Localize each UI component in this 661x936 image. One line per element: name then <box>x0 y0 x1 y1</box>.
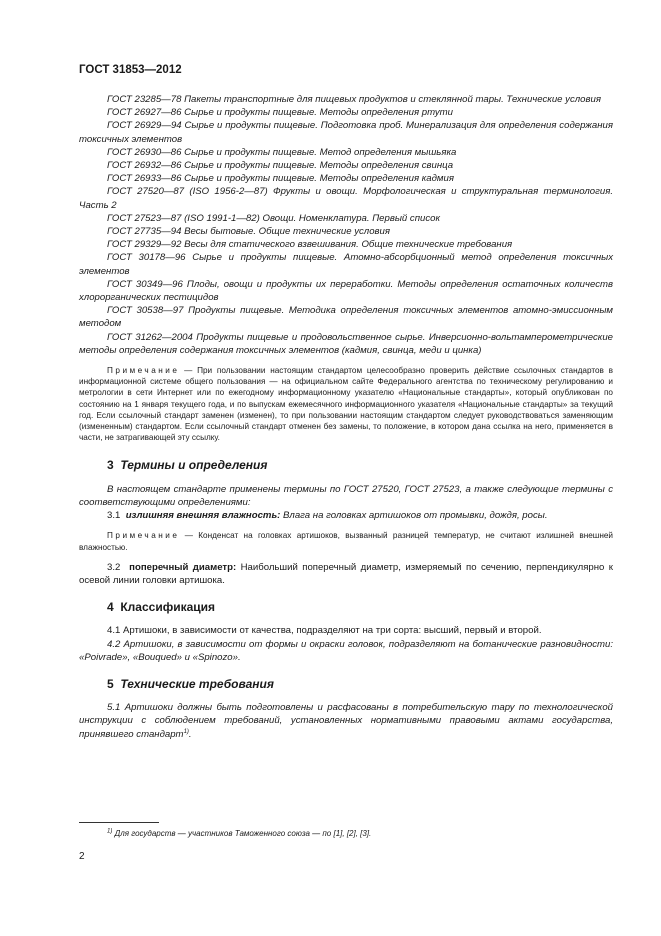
definition-3-1 <box>79 509 613 522</box>
definition-term: излишняя внешняя влажность: <box>125 510 281 522</box>
definition-term: поперечный диаметр: <box>129 561 237 573</box>
references-list <box>79 93 613 357</box>
section-title: Термины и определения <box>120 458 268 473</box>
section-4-heading <box>107 601 613 614</box>
section-number: 4 <box>107 600 114 615</box>
footnote <box>107 829 371 838</box>
page-header: ГОСТ 31853—2012 <box>79 64 182 76</box>
section-5-heading <box>107 678 613 691</box>
reference-item: ГОСТ 27520—87 (ISO 1956-2—87) Фрукты и овощи. Морфологическая и структуральная терминология. Часть 2 <box>79 186 613 211</box>
reference-item: ГОСТ 26930—86 Сырье и продукты пищевые. Метод определения мышьяка <box>107 146 457 158</box>
footnote-divider <box>79 822 159 823</box>
definition-number: 3.1 <box>107 510 121 522</box>
note-text: — Конденсат на головках артишоков, вызванный разницей температур, не считают излишней внешней влажностью. <box>79 531 613 552</box>
section-3-heading <box>107 459 613 472</box>
reference-item: ГОСТ 26932—86 Сырье и продукты пищевые. Методы определения свинца <box>107 160 454 172</box>
paragraph-text: 5.1 Артишоки должны быть подготовлены и расфасованы в потребительскую тару по технологической инструкции с соблюдением требований, установленных нормативными правовыми актами государства, принявшего стандарт <box>79 702 613 740</box>
paragraph-4-2: 4.2 Артишоки, в зависимости от формы и окраски головок, подразделяют на ботанические разновидности: «Poivrade», «Bouqued» и «Spinozo». <box>79 638 613 663</box>
definition-3-2 <box>79 561 613 587</box>
footnote-mark: 1) <box>107 828 113 835</box>
reference-item: ГОСТ 27523—87 (ISO 1991-1—82) Овощи. Номенклатура. Первый список <box>107 212 440 224</box>
definition-text: Влага на головках артишоков от промывки, дождя, росы. <box>280 510 548 522</box>
footnote-text: Для государств — участников Таможенного союза — по [1], [2], [3]. <box>112 829 372 838</box>
reference-item: ГОСТ 30349—96 Плоды, овощи и продукты их переработки. Методы определения остаточных количеств хлорорганических пестицидов <box>79 278 613 304</box>
reference-item: ГОСТ 31262—2004 Продукты пищевые и продовольственное сырье. Инверсионно-вольтамперометрические методы определения содержания токсичных элементов (кадмия, свинца, меди и цинка) <box>79 331 613 356</box>
reference-item: ГОСТ 30538—97 Продукты пищевые. Методика определения токсичных элементов атомно-эмиссионным методом <box>79 305 613 330</box>
references-note <box>79 365 613 443</box>
paragraph-5-1 <box>79 701 613 741</box>
section-title: Классификация <box>120 600 216 615</box>
reference-item: ГОСТ 23285—78 Пакеты транспортные для пищевых продуктов и стеклянной тары. Технические условия <box>107 94 601 105</box>
note-label: Примечание <box>107 366 180 376</box>
note-label: Примечание <box>107 531 180 541</box>
reference-item: ГОСТ 26927—86 Сырье и продукты пищевые. Методы определения ртути <box>107 107 453 119</box>
section-number: 3 <box>107 458 114 473</box>
paragraph-end: . <box>188 728 192 740</box>
reference-item: ГОСТ 27735—94 Весы бытовые. Общие технические условия <box>107 226 391 238</box>
page-number: 2 <box>79 851 85 862</box>
paragraph-4-1: 4.1 Артишоки, в зависимости от качества, подразделяют на три сорта: высший, первый и второй. <box>107 625 542 637</box>
section-number: 5 <box>107 676 114 691</box>
reference-item: ГОСТ 26929—94 Сырье и продукты пищевые. Подготовка проб. Минерализация для определения содержания токсичных элементов <box>79 120 613 145</box>
section-title: Технические требования <box>120 676 274 691</box>
definition-text: Наибольший поперечный диаметр, измеряемый по сечению, перпендикулярно к осевой линии головки артишока. <box>79 561 613 586</box>
reference-item: ГОСТ 30178—96 Сырье и продукты пищевые. Атомно-абсорбционный метод определения токсичных элементов <box>79 252 613 277</box>
reference-item: ГОСТ 29329—92 Весы для статического взвешивания. Общие технические требования <box>107 239 513 251</box>
reference-item: ГОСТ 26933—86 Сырье и продукты пищевые. Методы определения кадмия <box>107 173 454 185</box>
definition-number: 3.2 <box>107 561 121 573</box>
document-body <box>79 93 613 741</box>
definition-note <box>79 530 613 552</box>
note-text: — При пользовании настоящим стандартом целесообразно проверить действие ссылочных стандартов в информационной системе общего пользования — на официальном сайте Федерального агентства по техническому регулированию и метрологии в сети Интернет или по ежегодному информационному указателю «Национальные стандарты», который опубликован по состоянию на 1 января текущего года, и по выпускам ежемесячного информационного указателя «Национальные стандарты» за текущий год. Если ссылочный стандарт заменен (изменен), то при пользовании настоящим стандартом следует руководствоваться заменяющим (измененным) стандартом. Если ссылочный стандарт отменен без замены, то положение, в котором дана ссылка на него, применяется в части, не затрагивающей эту ссылку. <box>79 366 613 443</box>
section-3-intro: В настоящем стандарте применены термины по ГОСТ 27520, ГОСТ 27523, а также следующие термины с соответствующими определениями: <box>79 483 613 508</box>
footnote-ref[interactable]: 1) <box>183 728 189 735</box>
